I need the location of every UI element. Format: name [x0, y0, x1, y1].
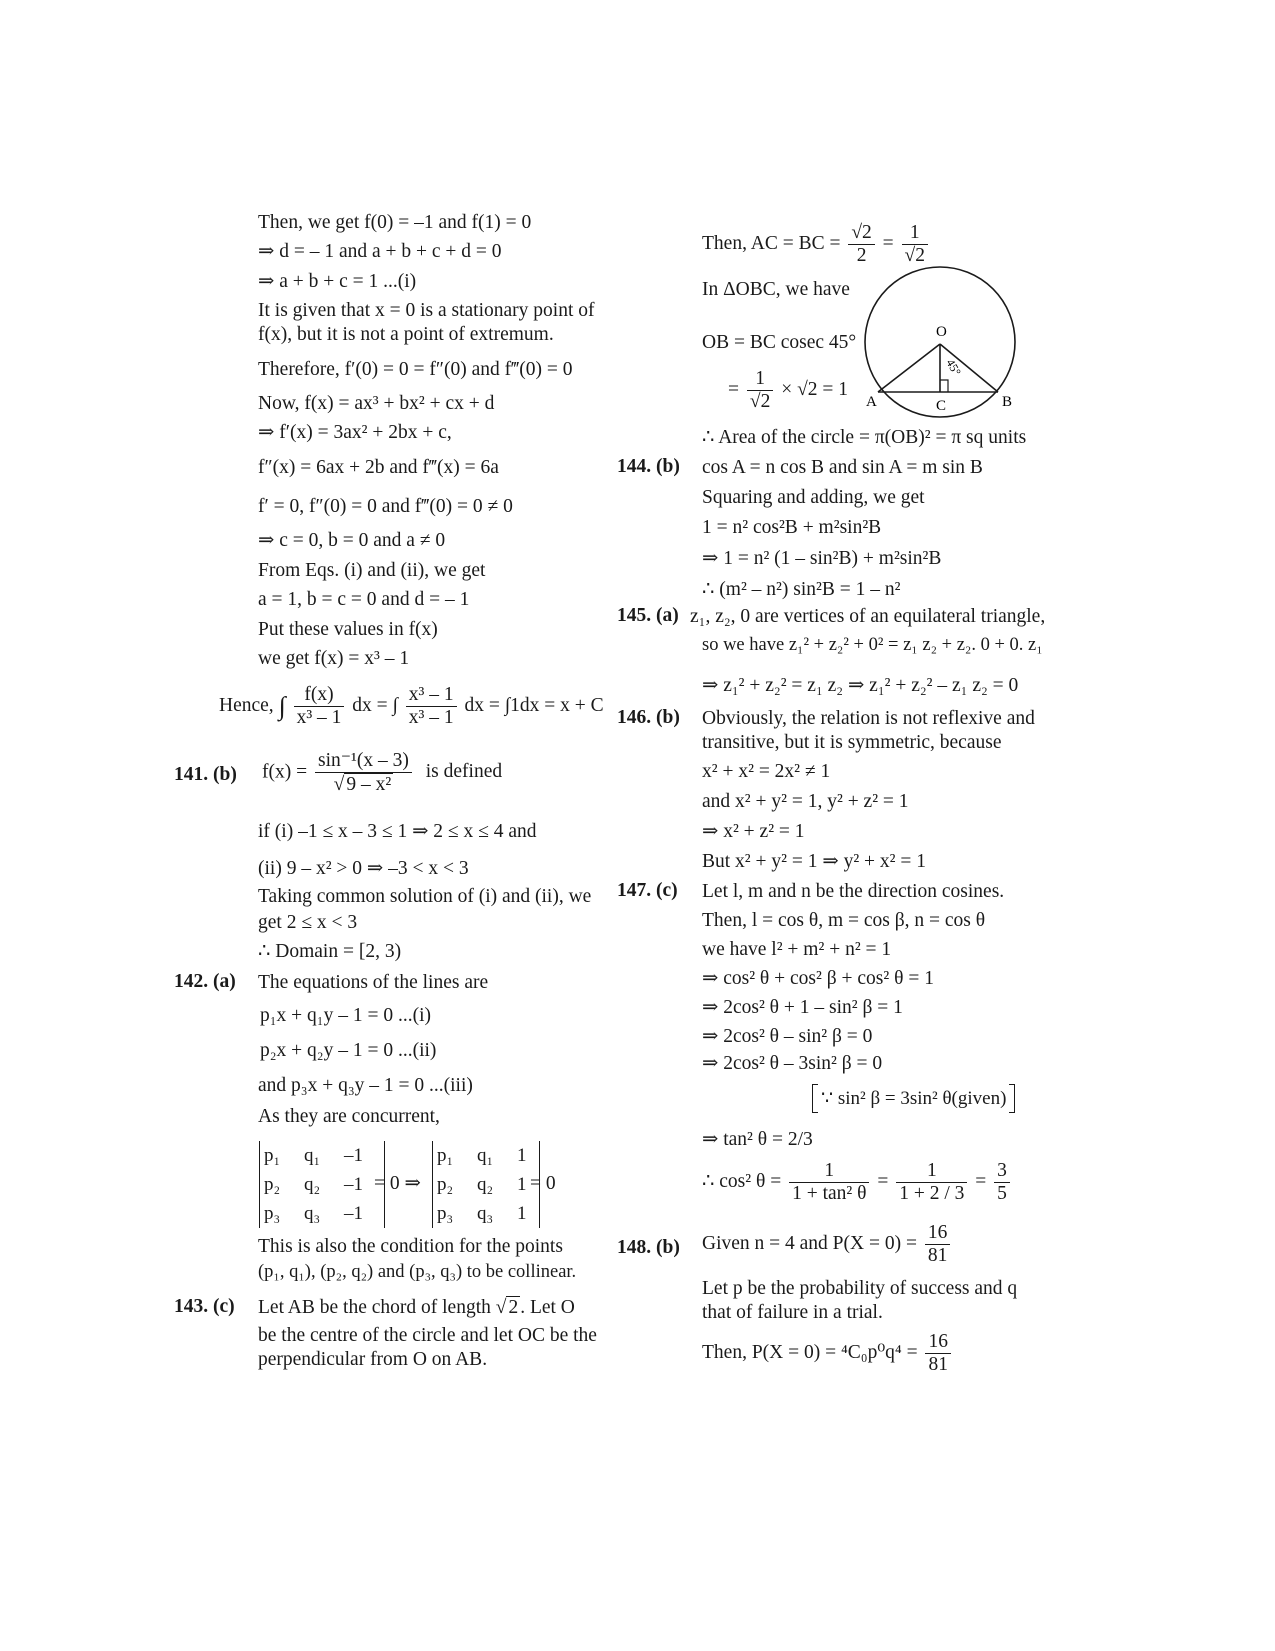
det-cell: p₂ — [264, 1174, 281, 1195]
fraction-numerator: 16 — [925, 1331, 951, 1354]
det-cell: 1 — [517, 1174, 527, 1195]
det-cell: p₃ — [264, 1203, 281, 1224]
text-line: if (i) –1 ≤ x – 3 ≤ 1 ⇒ 2 ≤ x ≤ 4 and — [258, 821, 537, 842]
det-cell: p₂ — [437, 1174, 454, 1195]
fraction-numerator: sin⁻¹(x – 3) — [315, 750, 412, 773]
text-line: ⇒ tan² θ = 2/3 — [702, 1129, 813, 1150]
text-line: ⇒ 2cos² θ – 3sin² β = 0 — [702, 1053, 883, 1074]
text-line: Let l, m and n be the direction cosines. — [702, 881, 1005, 902]
text-line: As they are concurrent, — [258, 1106, 440, 1127]
fraction-denominator: x³ – 1 — [296, 707, 342, 728]
integral-equation — [219, 684, 604, 729]
fraction-numerator: 3 — [994, 1160, 1010, 1183]
fraction-denominator: √ 9 – x² — [333, 774, 392, 795]
text-line: perpendicular from O on AB. — [258, 1349, 488, 1370]
text-line: ⇒ f′(x) = 3ax² + 2bx + c, — [258, 422, 452, 443]
det-cell: –1 — [344, 1203, 363, 1224]
text-line: f(x), but it is not a point of extremum. — [258, 324, 554, 345]
text-fragment: Given n = 4 and P(X = 0) = — [702, 1232, 917, 1254]
text-line: we have l² + m² + n² = 1 — [702, 939, 892, 960]
integral-sign: ∫ — [278, 691, 286, 721]
fraction-denominator: 2 — [856, 245, 867, 266]
circle-outline — [865, 267, 1015, 417]
fraction — [294, 684, 345, 729]
text-line: and p₃x + q₃y – 1 = 0 ...(iii) — [258, 1075, 473, 1096]
given-bracket: ∵ sin² β = 3sin² θ(given) — [812, 1085, 1015, 1112]
question-number: 147. (c) — [617, 880, 678, 901]
det-cell: –1 — [344, 1145, 363, 1166]
text-line: ⇒ a + b + c = 1 ...(i) — [258, 271, 417, 292]
text-line: (p₁, q₁), (p₂, q₂) and (p₃, q₃) to be collinear. — [258, 1262, 577, 1282]
fraction-numerator: 1 — [902, 222, 928, 245]
fraction-denominator: √2 — [749, 391, 771, 412]
det-cell: q₃ — [477, 1203, 494, 1224]
equals-sign: = — [728, 378, 739, 400]
circle-diagram — [860, 262, 1040, 422]
text-line: z₁, z₂, 0 are vertices of an equilateral triangle, — [690, 606, 1046, 627]
integral-middle: dx = ∫ — [352, 694, 398, 716]
fraction-numerator: 16 — [925, 1222, 951, 1245]
text-line: It is given that x = 0 is a stationary point of — [258, 300, 595, 321]
text-line: p₁x + q₁y – 1 = 0 ...(i) — [260, 1005, 431, 1026]
text-line: get 2 ≤ x < 3 — [258, 912, 358, 933]
fraction-denominator: 1 + 2 / 3 — [899, 1183, 965, 1204]
fraction-denominator: 81 — [928, 1354, 948, 1375]
fraction-numerator: 1 — [789, 1160, 869, 1183]
text-line: ∴ (m² – n²) sin²B = 1 – n² — [702, 579, 901, 600]
text-line: that of failure in a trial. — [702, 1302, 883, 1323]
text-line: p₂x + q₂y – 1 = 0 ...(ii) — [260, 1040, 437, 1061]
text-line: f″(x) = 6ax + 2b and f‴(x) = 6a — [258, 457, 499, 478]
text-line: a = 1, b = c = 0 and d = – 1 — [258, 589, 470, 610]
fraction-numerator: 1 — [747, 368, 773, 391]
text-line: The equations of the lines are — [258, 972, 489, 993]
text-line: OB = BC cosec 45° — [702, 332, 857, 353]
text-line: Then, we get f(0) = –1 and f(1) = 0 — [258, 212, 532, 233]
angle-label: 45° — [943, 356, 964, 379]
fraction-numerator: f(x) — [294, 684, 345, 707]
fraction — [406, 684, 457, 729]
text-fragment: is defined — [425, 761, 503, 783]
fraction-numerator: 1 — [896, 1160, 967, 1183]
fraction — [315, 750, 412, 796]
text-line: Let p be the probability of success and q — [702, 1278, 1018, 1299]
text-line: 1 = n² cos²B + m²sin²B — [702, 517, 882, 538]
text-line: Taking common solution of (i) and (ii), we — [258, 886, 592, 907]
text-line: (ii) 9 – x² > 0 ⇒ –3 < x < 3 — [258, 858, 469, 879]
determinant — [432, 1141, 540, 1228]
integral-tail: dx = ∫1dx = x + C — [464, 694, 604, 716]
fraction-denominator: 1 + tan² θ — [792, 1183, 867, 1204]
label-o: O — [936, 324, 947, 340]
equation-operator: = 0 — [530, 1173, 556, 1194]
fraction — [747, 368, 773, 413]
text-line: ⇒ cos² θ + cos² β + cos² θ = 1 — [702, 968, 934, 989]
fraction — [925, 1331, 951, 1376]
fraction-denominator: x³ – 1 — [408, 707, 454, 728]
fraction — [789, 1160, 869, 1205]
determinant — [259, 1141, 385, 1228]
text-line: In ΔOBC, we have — [702, 279, 850, 300]
text-fragment: Then, P(X = 0) = ⁴C₀p⁰q⁴ = — [702, 1341, 918, 1363]
text-fragment: Let AB be the chord of length — [258, 1297, 491, 1318]
text-line: ⇒ c = 0, b = 0 and a ≠ 0 — [258, 530, 446, 551]
radius-oa — [878, 344, 940, 392]
text-line — [702, 1160, 1013, 1205]
sqrt-radicand: 2 — [508, 1297, 519, 1318]
text-line: Squaring and adding, we get — [702, 487, 925, 508]
text-line: But x² + y² = 1 ⇒ y² + x² = 1 — [702, 851, 927, 872]
det-cell: q₂ — [477, 1174, 494, 1195]
sqrt-radicand: 9 – x² — [346, 774, 392, 795]
label-b: B — [1002, 394, 1013, 410]
text-line — [702, 1222, 953, 1267]
det-cell: q₃ — [304, 1203, 321, 1224]
text-line: cos A = n cos B and sin A = m sin B — [702, 457, 983, 478]
function-label: f(x) = — [262, 761, 308, 783]
text-line: ⇒ x² + z² = 1 — [702, 821, 805, 842]
sqrt-expression: √ 2 — [495, 1297, 519, 1318]
fraction — [925, 1222, 951, 1267]
text-line: transitive, but it is symmetric, because — [702, 732, 1002, 753]
fraction-denominator: 5 — [997, 1183, 1007, 1204]
text-line: ⇒ 2cos² θ – sin² β = 0 — [702, 1026, 873, 1047]
text-fragment: ∴ cos² θ = — [702, 1170, 782, 1192]
question-number: 146. (b) — [617, 707, 680, 728]
text-line — [728, 368, 848, 413]
text-line — [258, 1296, 575, 1320]
fraction-numerator: x³ – 1 — [406, 684, 457, 707]
label-c: C — [936, 398, 947, 414]
text-line: This is also the condition for the points — [258, 1236, 563, 1257]
text-line: Then, l = cos θ, m = cos β, n = cos θ — [702, 910, 986, 931]
text-line: ⇒ 1 = n² (1 – sin²B) + m²sin²B — [702, 548, 942, 569]
text-line: ∴ Area of the circle = π(OB)² = π sq units — [702, 427, 1027, 448]
equals-sign: = — [882, 232, 894, 254]
question-number: 148. (b) — [617, 1237, 680, 1258]
text-line: ∴ Domain = [2, 3) — [258, 941, 402, 962]
text-fragment: Then, AC = BC = — [702, 232, 841, 254]
hence-label: Hence, — [219, 694, 274, 716]
text-fragment: . Let O — [520, 1297, 575, 1318]
question-number: 143. (c) — [174, 1296, 235, 1317]
fraction-numerator: √2 — [848, 222, 874, 245]
text-fragment: × √2 = 1 — [781, 378, 849, 400]
text-line — [702, 1331, 954, 1376]
text-line: From Eqs. (i) and (ii), we get — [258, 560, 486, 581]
fraction-denominator: √2 — [904, 245, 925, 266]
question-number: 142. (a) — [174, 971, 236, 992]
fraction-denominator: 81 — [927, 1245, 948, 1266]
det-cell: p₃ — [437, 1203, 454, 1224]
det-cell: q₂ — [304, 1174, 321, 1195]
right-angle-mark — [940, 380, 948, 392]
text-line: we get f(x) = x³ – 1 — [258, 648, 410, 669]
question-number: 145. (a) — [617, 605, 679, 626]
text-line: x² + x² = 2x² ≠ 1 — [702, 761, 831, 782]
fraction — [848, 222, 874, 267]
question-number: 141. (b) — [174, 764, 237, 785]
text-line: be the centre of the circle and let OC be the — [258, 1325, 597, 1346]
det-cell: 1 — [517, 1145, 527, 1166]
det-cell: p₁ — [437, 1145, 454, 1166]
fraction — [902, 222, 928, 267]
text-line: and x² + y² = 1, y² + z² = 1 — [702, 791, 909, 812]
question-number: 144. (b) — [617, 456, 680, 477]
det-cell: p₁ — [264, 1145, 281, 1166]
equals-sign: = — [975, 1170, 987, 1192]
text-line: ⇒ z₁² + z₂² = z₁ z₂ ⇒ z₁² + z₂² – z₁ z₂ = 0 — [702, 675, 1019, 696]
det-cell: q₁ — [304, 1145, 321, 1166]
label-a: A — [866, 394, 877, 410]
text-line: f′ = 0, f″(0) = 0 and f‴(0) = 0 ≠ 0 — [258, 496, 513, 517]
text-line: Therefore, f′(0) = 0 = f″(0) and f‴(0) = 0 — [258, 359, 573, 380]
equation-operator: = 0 ⇒ — [374, 1173, 421, 1194]
text-line — [702, 222, 931, 267]
det-cell: q₁ — [477, 1145, 494, 1166]
text-line: ⇒ d = – 1 and a + b + c + d = 0 — [258, 241, 502, 262]
text-line: so we have z₁² + z₂² + 0² = z₁ z₂ + z₂. 0 + 0. z₁ — [702, 635, 1043, 655]
text-line: Now, f(x) = ax³ + bx² + cx + d — [258, 393, 495, 414]
text-line — [262, 750, 502, 796]
fraction — [994, 1160, 1010, 1205]
det-cell: 1 — [517, 1203, 527, 1224]
equals-sign: = — [877, 1170, 889, 1192]
text-line: Obviously, the relation is not reflexive and — [702, 708, 1035, 729]
det-cell: –1 — [344, 1174, 363, 1195]
text-line: ⇒ 2cos² θ + 1 – sin² β = 1 — [702, 997, 903, 1018]
text-line: Put these values in f(x) — [258, 619, 438, 640]
fraction — [896, 1160, 967, 1205]
